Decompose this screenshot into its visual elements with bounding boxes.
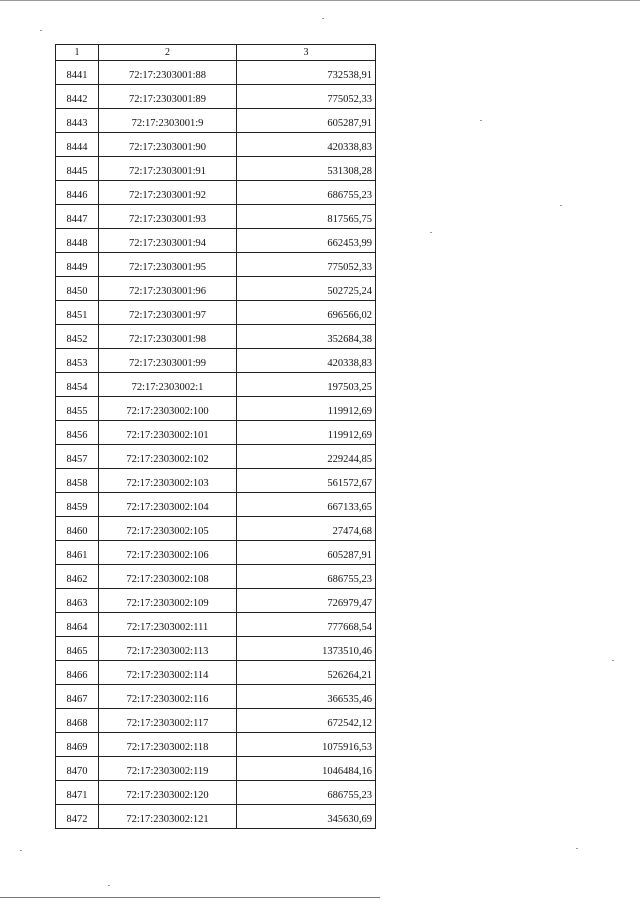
cadastral-number-cell: 72:17:2303002:101 (99, 421, 237, 445)
cadastral-number-cell: 72:17:2303002:121 (99, 805, 237, 829)
column-header-1: 1 (56, 45, 99, 61)
value-cell: 526264,21 (237, 661, 376, 685)
table-row (56, 781, 376, 805)
value-cell: 667133,65 (237, 493, 376, 517)
row-number-cell: 8461 (56, 541, 99, 565)
table-row (56, 373, 376, 397)
row-number-cell: 8469 (56, 733, 99, 757)
row-number-cell: 8459 (56, 493, 99, 517)
scan-speck (480, 120, 482, 121)
value-cell: 119912,69 (237, 397, 376, 421)
scan-speck (612, 660, 614, 661)
row-number-cell: 8454 (56, 373, 99, 397)
row-number-cell: 8443 (56, 109, 99, 133)
cadastral-number-cell: 72:17:2303001:88 (99, 61, 237, 85)
row-number-cell: 8451 (56, 301, 99, 325)
value-cell: 1373510,46 (237, 637, 376, 661)
value-cell: 531308,28 (237, 157, 376, 181)
value-cell: 119912,69 (237, 421, 376, 445)
value-cell: 420338,83 (237, 133, 376, 157)
value-cell: 817565,75 (237, 205, 376, 229)
table-row (56, 85, 376, 109)
value-cell: 775052,33 (237, 85, 376, 109)
table-row (56, 685, 376, 709)
row-number-cell: 8450 (56, 277, 99, 301)
value-cell: 662453,99 (237, 229, 376, 253)
table-row (56, 61, 376, 85)
row-number-cell: 8442 (56, 85, 99, 109)
cadastral-number-cell: 72:17:2303001:98 (99, 325, 237, 349)
value-cell: 726979,47 (237, 589, 376, 613)
value-cell: 420338,83 (237, 349, 376, 373)
cadastral-number-cell: 72:17:2303002:102 (99, 445, 237, 469)
cadastral-number-cell: 72:17:2303002:105 (99, 517, 237, 541)
table-row (56, 517, 376, 541)
table-row (56, 229, 376, 253)
cadastral-number-cell: 72:17:2303002:117 (99, 709, 237, 733)
cadastral-number-cell: 72:17:2303001:99 (99, 349, 237, 373)
table-row (56, 637, 376, 661)
row-number-cell: 8457 (56, 445, 99, 469)
value-cell: 561572,67 (237, 469, 376, 493)
table-row (56, 613, 376, 637)
cadastral-number-cell: 72:17:2303001:94 (99, 229, 237, 253)
row-number-cell: 8444 (56, 133, 99, 157)
value-cell: 605287,91 (237, 541, 376, 565)
value-cell: 1075916,53 (237, 733, 376, 757)
row-number-cell: 8453 (56, 349, 99, 373)
value-cell: 696566,02 (237, 301, 376, 325)
table-row (56, 709, 376, 733)
row-number-cell: 8471 (56, 781, 99, 805)
scan-speck (430, 232, 432, 233)
table-row (56, 109, 376, 133)
cadastral-number-cell: 72:17:2303002:104 (99, 493, 237, 517)
row-number-cell: 8460 (56, 517, 99, 541)
table-row (56, 469, 376, 493)
table-row (56, 325, 376, 349)
table-row (56, 733, 376, 757)
table-row (56, 589, 376, 613)
value-cell: 672542,12 (237, 709, 376, 733)
table-row (56, 157, 376, 181)
row-number-cell: 8445 (56, 157, 99, 181)
cadastral-number-cell: 72:17:2303002:116 (99, 685, 237, 709)
value-cell: 27474,68 (237, 517, 376, 541)
value-cell: 345630,69 (237, 805, 376, 829)
value-cell: 366535,46 (237, 685, 376, 709)
scan-speck (20, 850, 22, 851)
table-row (56, 397, 376, 421)
cadastral-number-cell: 72:17:2303002:120 (99, 781, 237, 805)
row-number-cell: 8455 (56, 397, 99, 421)
value-cell: 686755,23 (237, 181, 376, 205)
scan-speck (576, 848, 578, 849)
cadastral-number-cell: 72:17:2303001:89 (99, 85, 237, 109)
cadastral-number-cell: 72:17:2303001:93 (99, 205, 237, 229)
row-number-cell: 8456 (56, 421, 99, 445)
value-cell: 197503,25 (237, 373, 376, 397)
row-number-cell: 8468 (56, 709, 99, 733)
table-row (56, 565, 376, 589)
scan-bottom-line (0, 897, 380, 898)
scan-speck (40, 30, 42, 31)
row-number-cell: 8465 (56, 637, 99, 661)
table-row (56, 301, 376, 325)
cadastral-number-cell: 72:17:2303001:92 (99, 181, 237, 205)
cadastral-number-cell: 72:17:2303001:91 (99, 157, 237, 181)
cadastral-number-cell: 72:17:2303002:100 (99, 397, 237, 421)
table-row (56, 661, 376, 685)
cadastral-number-cell: 72:17:2303002:114 (99, 661, 237, 685)
value-cell: 686755,23 (237, 565, 376, 589)
table-row (56, 205, 376, 229)
value-cell: 686755,23 (237, 781, 376, 805)
row-number-cell: 8446 (56, 181, 99, 205)
row-number-cell: 8452 (56, 325, 99, 349)
cadastral-number-cell: 72:17:2303001:96 (99, 277, 237, 301)
cadastral-number-cell: 72:17:2303002:118 (99, 733, 237, 757)
row-number-cell: 8464 (56, 613, 99, 637)
table-row (56, 493, 376, 517)
cadastral-number-cell: 72:17:2303002:111 (99, 613, 237, 637)
row-number-cell: 8447 (56, 205, 99, 229)
cadastral-number-cell: 72:17:2303002:106 (99, 541, 237, 565)
cadastral-number-cell: 72:17:2303001:95 (99, 253, 237, 277)
cadastral-value-table (55, 44, 376, 829)
row-number-cell: 8463 (56, 589, 99, 613)
value-cell: 605287,91 (237, 109, 376, 133)
row-number-cell: 8466 (56, 661, 99, 685)
column-number-header-row (56, 45, 376, 61)
value-cell: 777668,54 (237, 613, 376, 637)
row-number-cell: 8472 (56, 805, 99, 829)
table-row (56, 133, 376, 157)
cadastral-number-cell: 72:17:2303002:119 (99, 757, 237, 781)
value-cell: 502725,24 (237, 277, 376, 301)
cadastral-number-cell: 72:17:2303002:1 (99, 373, 237, 397)
table-row (56, 805, 376, 829)
table-row (56, 541, 376, 565)
cadastral-number-cell: 72:17:2303002:109 (99, 589, 237, 613)
row-number-cell: 8470 (56, 757, 99, 781)
table-row (56, 445, 376, 469)
scan-speck (108, 885, 110, 886)
row-number-cell: 8467 (56, 685, 99, 709)
cadastral-number-cell: 72:17:2303002:113 (99, 637, 237, 661)
scan-speck (560, 205, 562, 206)
table-row (56, 349, 376, 373)
table-row (56, 277, 376, 301)
row-number-cell: 8462 (56, 565, 99, 589)
scan-top-edge (0, 0, 640, 1)
table-body (56, 61, 376, 829)
value-cell: 352684,38 (237, 325, 376, 349)
cadastral-number-cell: 72:17:2303001:90 (99, 133, 237, 157)
value-cell: 1046484,16 (237, 757, 376, 781)
column-header-2: 2 (99, 45, 237, 61)
row-number-cell: 8441 (56, 61, 99, 85)
row-number-cell: 8458 (56, 469, 99, 493)
cadastral-number-cell: 72:17:2303002:103 (99, 469, 237, 493)
cadastral-number-cell: 72:17:2303001:9 (99, 109, 237, 133)
value-cell: 732538,91 (237, 61, 376, 85)
scan-speck (322, 18, 324, 19)
cadastral-number-cell: 72:17:2303001:97 (99, 301, 237, 325)
table-row (56, 421, 376, 445)
table-row (56, 757, 376, 781)
column-header-3: 3 (237, 45, 376, 61)
value-cell: 229244,85 (237, 445, 376, 469)
row-number-cell: 8449 (56, 253, 99, 277)
value-cell: 775052,33 (237, 253, 376, 277)
table-row (56, 253, 376, 277)
cadastral-number-cell: 72:17:2303002:108 (99, 565, 237, 589)
row-number-cell: 8448 (56, 229, 99, 253)
table-row (56, 181, 376, 205)
